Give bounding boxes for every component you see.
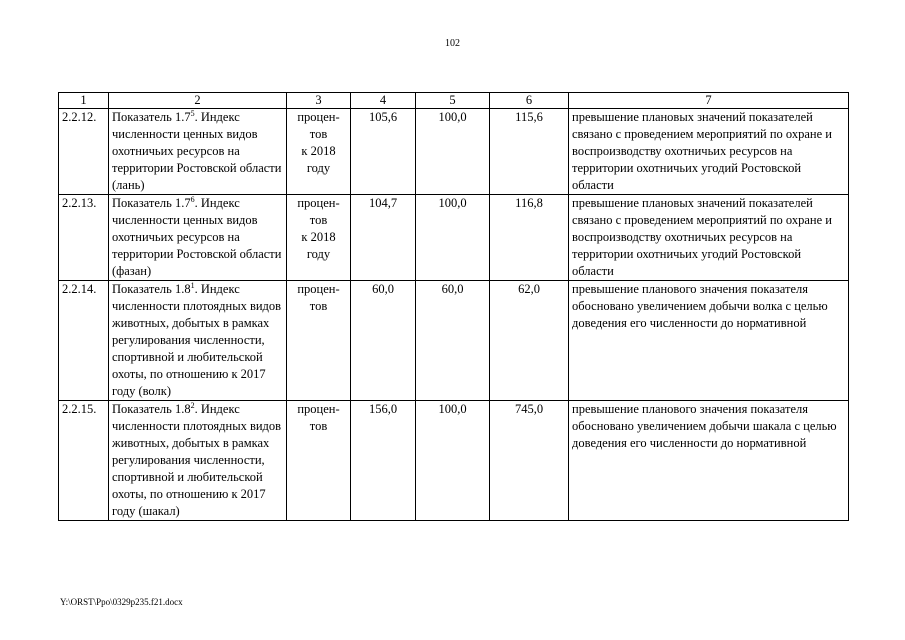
value-col5: 100,0 [416, 401, 490, 521]
value-col5: 60,0 [416, 281, 490, 401]
report-table [58, 92, 849, 521]
value-col5: 100,0 [416, 109, 490, 195]
table-row [59, 109, 849, 195]
column-header-2: 2 [109, 93, 287, 109]
indicator-name [109, 401, 287, 521]
indicator-text: . Индекс численности ценных видов охотничьих ресурсов на территории Ростовской области (фазан) [112, 196, 282, 278]
indicator-superscript: 5 [190, 108, 195, 118]
indicator-text: . Индекс численности плотоядных видов животных, добытых в рамках регулирования численности, спортивной и любительской охоты, по отношению к 2017 году (волк) [112, 282, 282, 398]
column-header-6: 6 [490, 93, 569, 109]
indicator-prefix: Показатель 1.8 [112, 282, 191, 296]
footer-file-path: Y:\ORST\Ppo\0329p235.f21.docx [60, 597, 183, 607]
unit-cell: процен- тов [287, 281, 351, 401]
column-header-3: 3 [287, 93, 351, 109]
row-number: 2.2.15. [59, 401, 109, 521]
indicator-name [109, 281, 287, 401]
table-header-row [59, 93, 849, 109]
indicator-superscript: 2 [190, 400, 195, 410]
value-col6: 116,8 [490, 195, 569, 281]
value-col4: 105,6 [351, 109, 416, 195]
value-col6: 745,0 [490, 401, 569, 521]
value-col5: 100,0 [416, 195, 490, 281]
unit-cell: процен- тов [287, 401, 351, 521]
table-row [59, 195, 849, 281]
value-col4: 60,0 [351, 281, 416, 401]
unit-cell: процен- тов к 2018 году [287, 195, 351, 281]
column-header-1: 1 [59, 93, 109, 109]
table-row [59, 281, 849, 401]
note-cell: превышение плановых значений показателей связано с проведением мероприятий по охране и воспроизводству охотничьих ресурсов на территории охотничьих угодий Ростовской области [569, 195, 849, 281]
row-number: 2.2.12. [59, 109, 109, 195]
indicator-superscript: 6 [190, 194, 195, 204]
indicator-prefix: Показатель 1.7 [112, 196, 191, 210]
column-header-7: 7 [569, 93, 849, 109]
page-number: 102 [445, 38, 460, 49]
note-cell: превышение планового значения показателя обосновано увеличением добычи волка с целью доведения его численности до нормативной [569, 281, 849, 401]
note-cell: превышение планового значения показателя обосновано увеличением добычи шакала с целью доведения его численности до нормативной [569, 401, 849, 521]
indicator-name [109, 195, 287, 281]
indicator-prefix: Показатель 1.8 [112, 402, 191, 416]
value-col4: 104,7 [351, 195, 416, 281]
indicator-text: . Индекс численности плотоядных видов животных, добытых в рамках регулирования численности, спортивной и любительской охоты, по отношению к 2017 году (шакал) [112, 402, 282, 518]
note-cell: превышение плановых значений показателей связано с проведением мероприятий по охране и воспроизводству охотничьих ресурсов на территории охотничьих угодий Ростовской области [569, 109, 849, 195]
row-number: 2.2.13. [59, 195, 109, 281]
indicator-text: . Индекс численности ценных видов охотничьих ресурсов на территории Ростовской области (лань) [112, 110, 282, 192]
column-header-5: 5 [416, 93, 490, 109]
indicator-superscript: 1 [190, 280, 195, 290]
indicator-name [109, 109, 287, 195]
value-col6: 115,6 [490, 109, 569, 195]
value-col4: 156,0 [351, 401, 416, 521]
row-number: 2.2.14. [59, 281, 109, 401]
unit-cell: процен- тов к 2018 году [287, 109, 351, 195]
value-col6: 62,0 [490, 281, 569, 401]
table-row [59, 401, 849, 521]
column-header-4: 4 [351, 93, 416, 109]
indicator-prefix: Показатель 1.7 [112, 110, 191, 124]
